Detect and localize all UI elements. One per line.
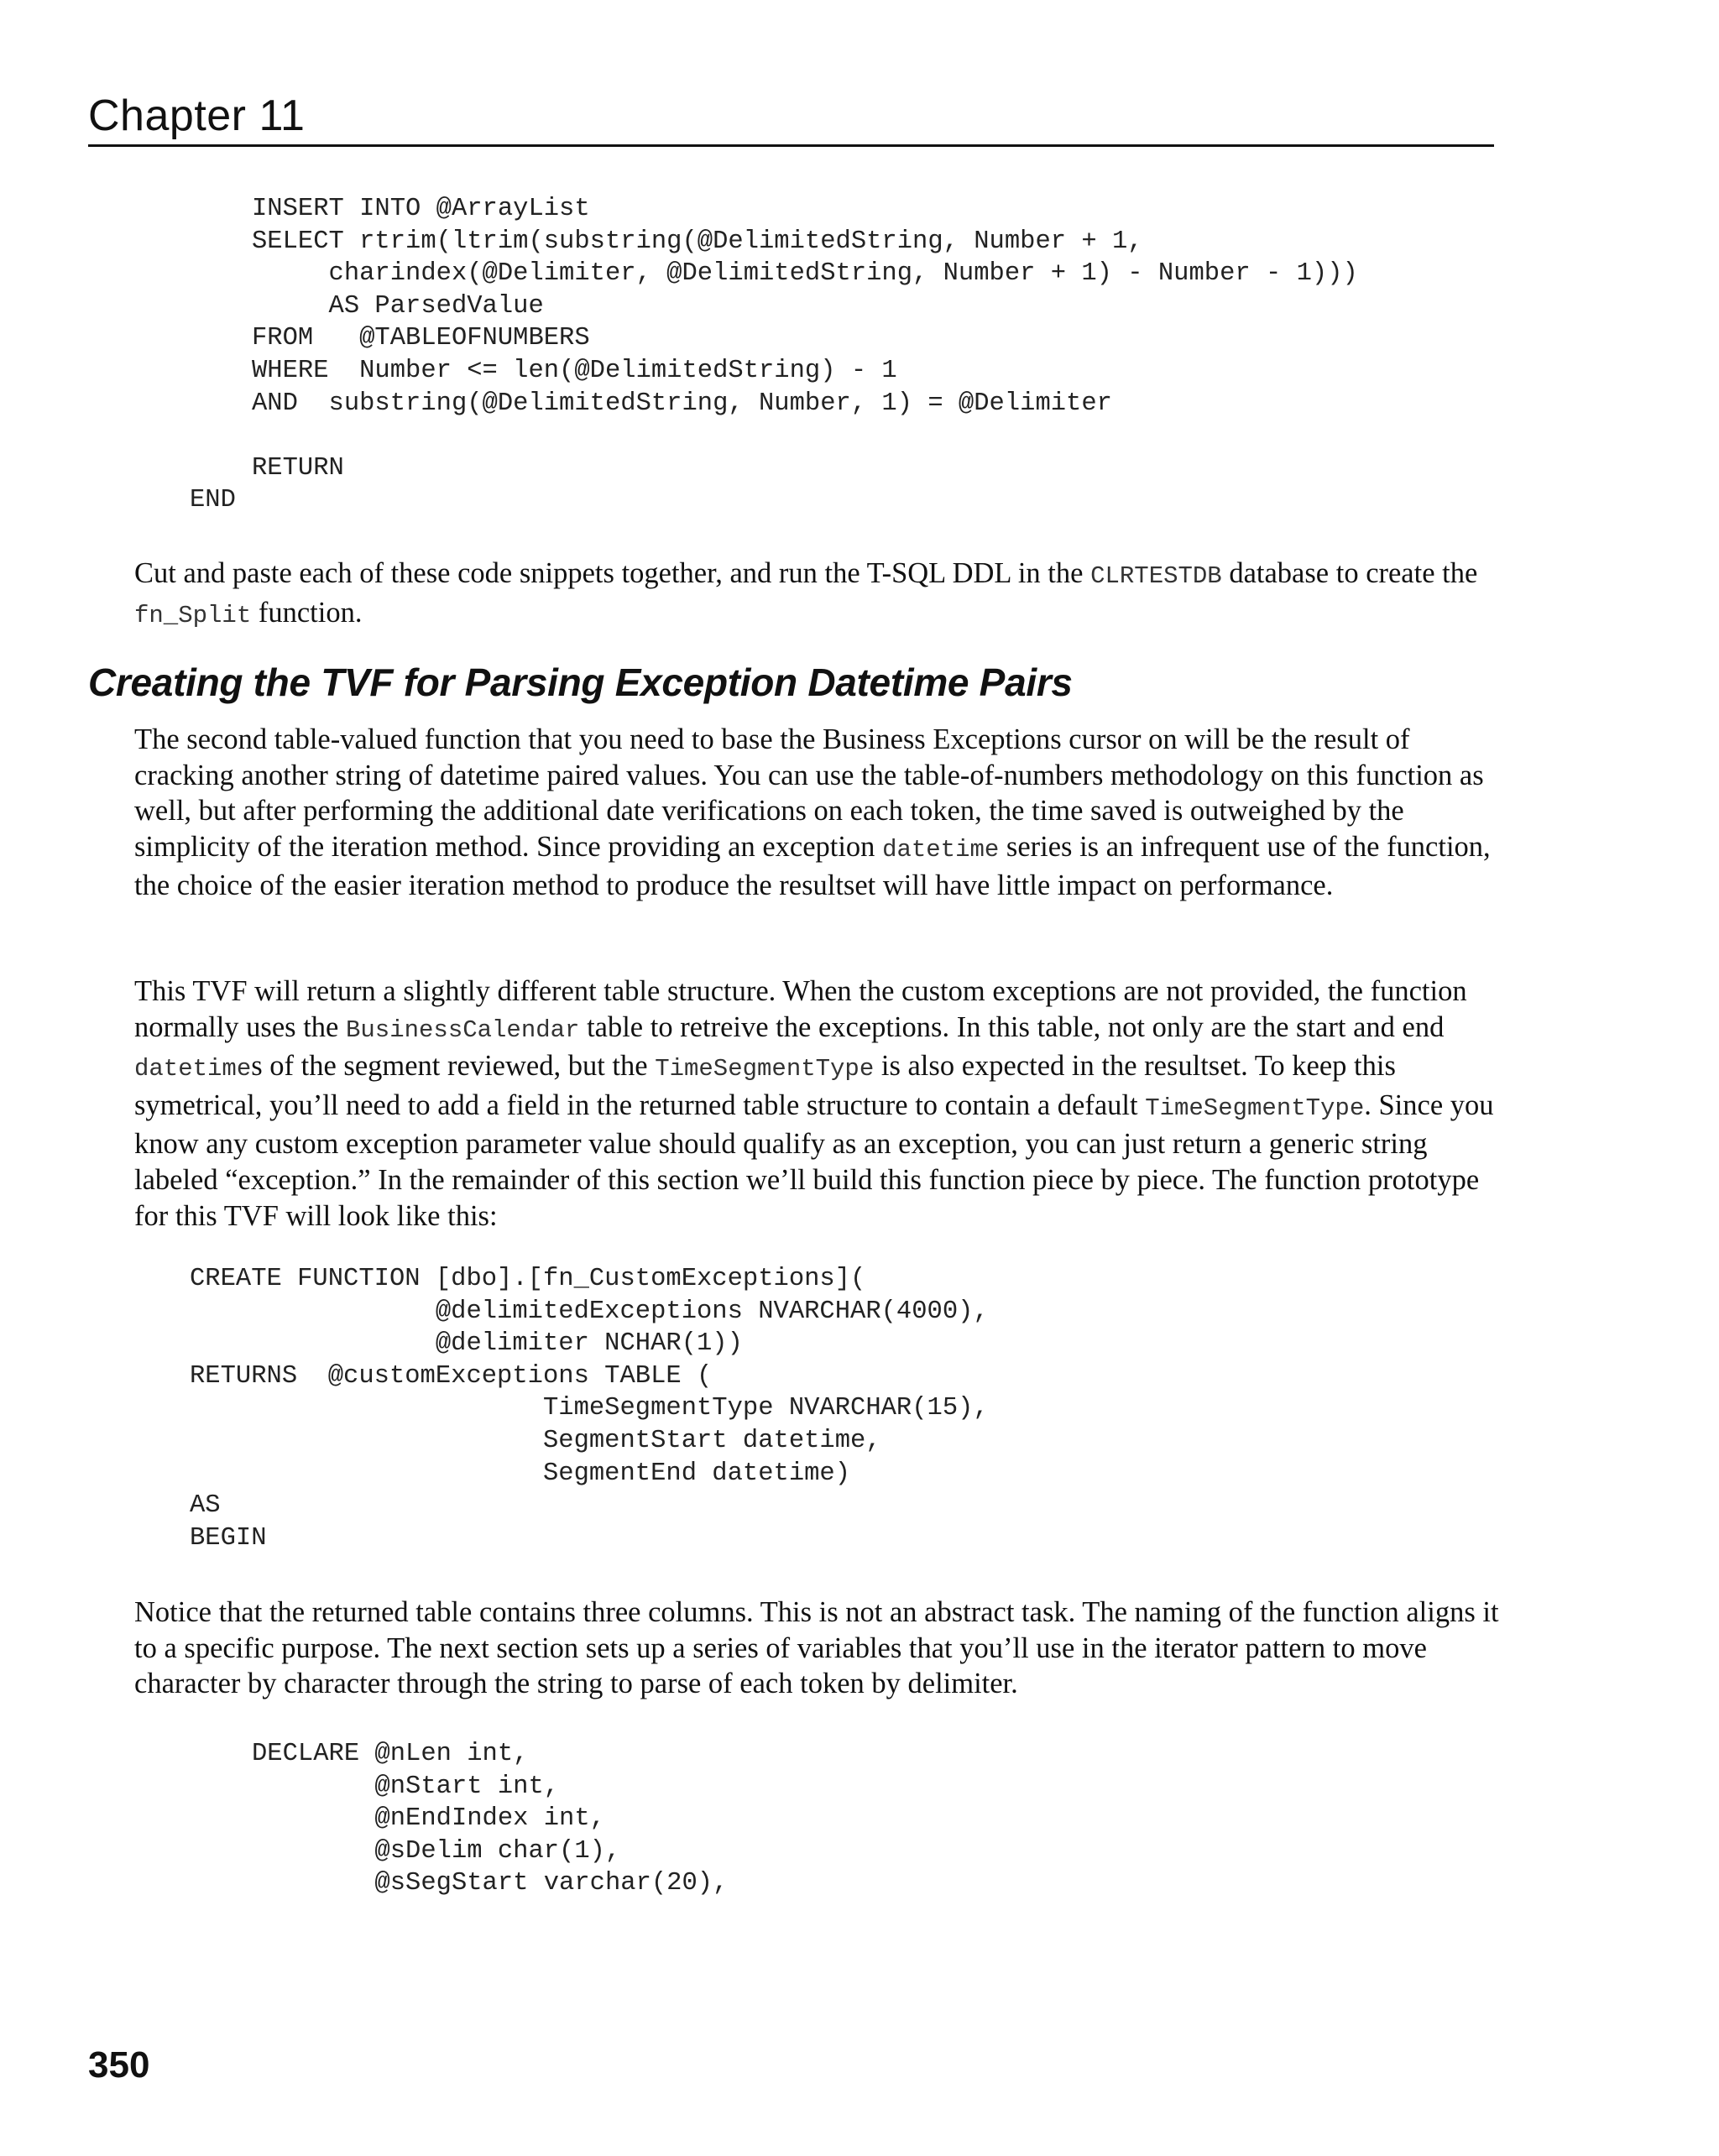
code-block-create-function: CREATE FUNCTION [dbo].[fn_CustomExceptions]( @delimitedExceptions NVARCHAR(4000), @delimiter NCHAR(1)) RETURNS @customExceptions TABLE ( TimeSegmentType NVARCHAR(15), SegmentStart datetime, SegmentEnd datetime) AS BEGIN [190,1265,989,1553]
code-block-end: END [190,486,236,514]
page-number: 350 [88,2044,150,2086]
chapter-title: Chapter 11 [88,91,306,140]
paragraph-table-structure: This TVF will return a slightly different table structure. When the custom exceptions are not provided, the function normally uses the BusinessCalendar table to retreive the exceptions. In this table, not only are the start and end datetimes of the segment reviewed, but the TimeSegmentType is also expected in the resultset. To keep this symetrical, you’ll need to add a field in the returned table structure to contain a default TimeSegmentType. Since you know any custom exception parameter value should qualify as an exception, you can just return a generic string labeled “exception.” In the remainder of this section we’ll build this function piece by piece. The function prototype for this TVF will look like this: [134,975,1494,1232]
code-block-declare: DECLARE @nLen int, @nStart int, @nEndIndex int, @sDelim char(1), @sSegStart varchar(20), [252,1740,729,1898]
section-heading: Creating the TVF for Parsing Exception Datetime Pairs [88,660,1073,704]
paragraph-second-tvf: The second table-valued function that you need to base the Business Exceptions cursor on will be the result of cracking another string of datetime paired values. You can use the table-of-numbers methodology on this function as well, but after performing the additional date verifications on each token, the time saved is outweighed by the simplicity of the iteration method. Since providing an exception datetime series is an infrequent use of the function, the choice of the easier iteration method to produce the resultset will have little impact on performance. [134,723,1491,902]
paragraph-three-columns: Notice that the returned table contains three columns. This is not an abstract task. The naming of the function aligns it to a specific purpose. The next section sets up a series of variables that you’ll use in the iterator pattern to move character by character through the string to parse of each token by delimiter. [134,1596,1499,1700]
chapter-header [88,84,1494,147]
paragraph-cut-and-paste: Cut and paste each of these code snippets together, and run the T-SQL DDL in the CLRTESTDB database to create the fn_Split function. [134,557,1478,629]
code-block-insert: INSERT INTO @ArrayList SELECT rtrim(ltrim(substring(@DelimitedString, Number + 1, charindex(@Delimiter, @DelimitedString, Number + 1) - Number - 1))) AS ParsedValue FROM @TABLEOFNUMBERS WHERE Number <= len(@DelimitedString) - 1 AND substring(@DelimitedString, Number, 1) = @Delimiter RETURN [252,195,1358,483]
